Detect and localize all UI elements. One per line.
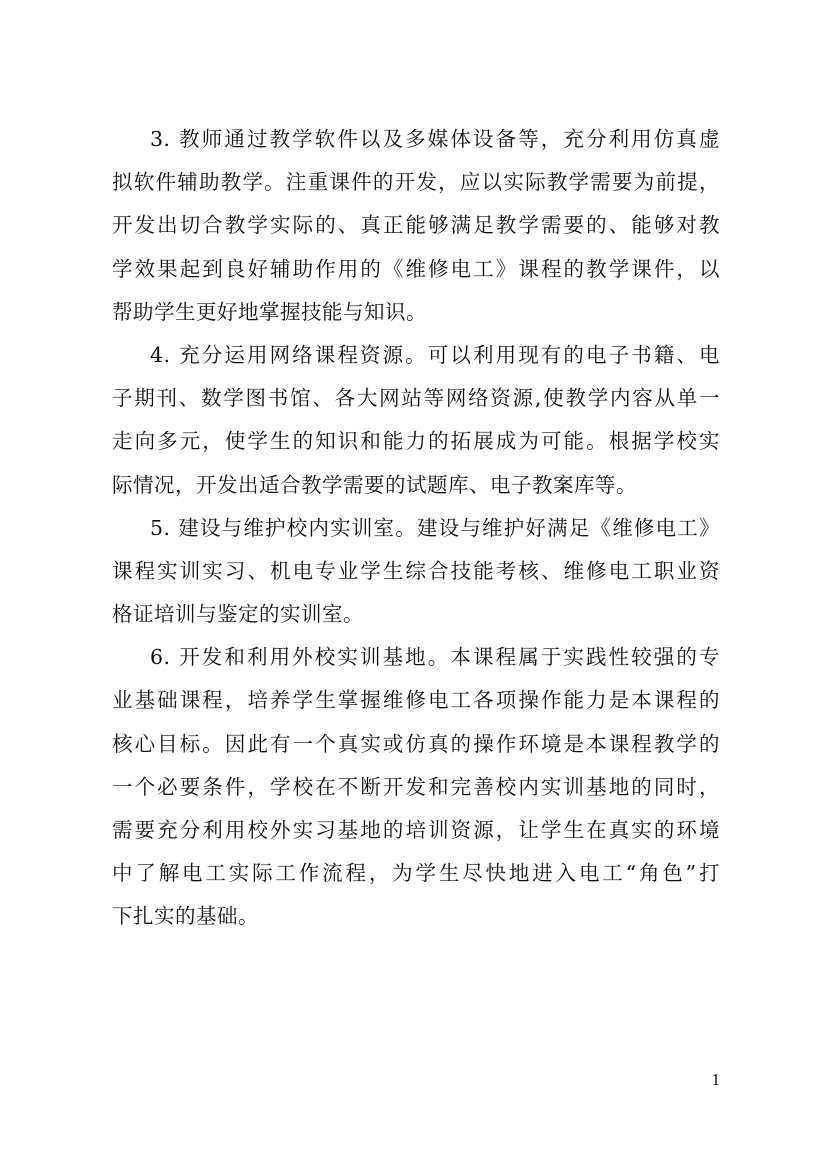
text-line: 5. 建设与维护校内实训室。建设与维护好满足《维修电工》 <box>150 515 720 540</box>
text-line: 走向多元，使学生的知识和能力的拓展成为可能。根据学校实 <box>112 429 720 454</box>
text-line: 4. 充分运用网络课程资源。可以利用现有的电子书籍、电 <box>150 342 720 367</box>
text-line: 开发出切合教学实际的、真正能够满足教学需要的、能够对教 <box>112 213 720 238</box>
paragraph-4 <box>112 334 720 507</box>
text-line: 子期刊、数学图书馆、各大网站等网络资源,使教学内容从单一 <box>112 386 720 411</box>
document-body <box>112 118 720 939</box>
text-line: 际情况，开发出适合教学需要的试题库、电子教案库等。 <box>112 472 637 497</box>
text-line: 下扎实的基础。 <box>112 904 259 929</box>
text-line: 格证培训与鉴定的实训室。 <box>112 602 364 627</box>
paragraph-3 <box>112 118 720 334</box>
text-line: 拟软件辅助教学。注重课件的开发，应以实际教学需要为前提， <box>112 170 720 195</box>
text-line: 需要充分利用校外实习基地的培训资源，让学生在真实的环境 <box>112 818 720 842</box>
text-line: 业基础课程，培养学生掌握维修电工各项操作能力是本课程的 <box>112 688 720 713</box>
text-line: 6. 开发和利用外校实训基地。本课程属于实践性较强的专 <box>150 645 720 670</box>
text-line: 学效果起到良好辅助作用的《维修电工》课程的教学课件，以 <box>112 256 720 281</box>
text-line: 课程实训实习、机电专业学生综合技能考核、维修电工职业资 <box>112 558 720 583</box>
text-line: 核心目标。因此有一个真实或仿真的操作环境是本课程教学的 <box>112 731 720 756</box>
page-number: 1 <box>711 1070 720 1089</box>
text-line: 一个必要条件，学校在不断开发和完善校内实训基地的同时， <box>112 774 720 799</box>
paragraph-6 <box>112 636 720 938</box>
text-line: 3. 教师通过教学软件以及多媒体设备等，充分利用仿真虚 <box>150 127 720 151</box>
text-line: 帮助学生更好地掌握技能与知识。 <box>112 299 427 324</box>
text-line: 中了解电工实际工作流程，为学生尽快地进入电工“角色”打 <box>112 861 720 886</box>
paragraph-5 <box>112 507 720 637</box>
